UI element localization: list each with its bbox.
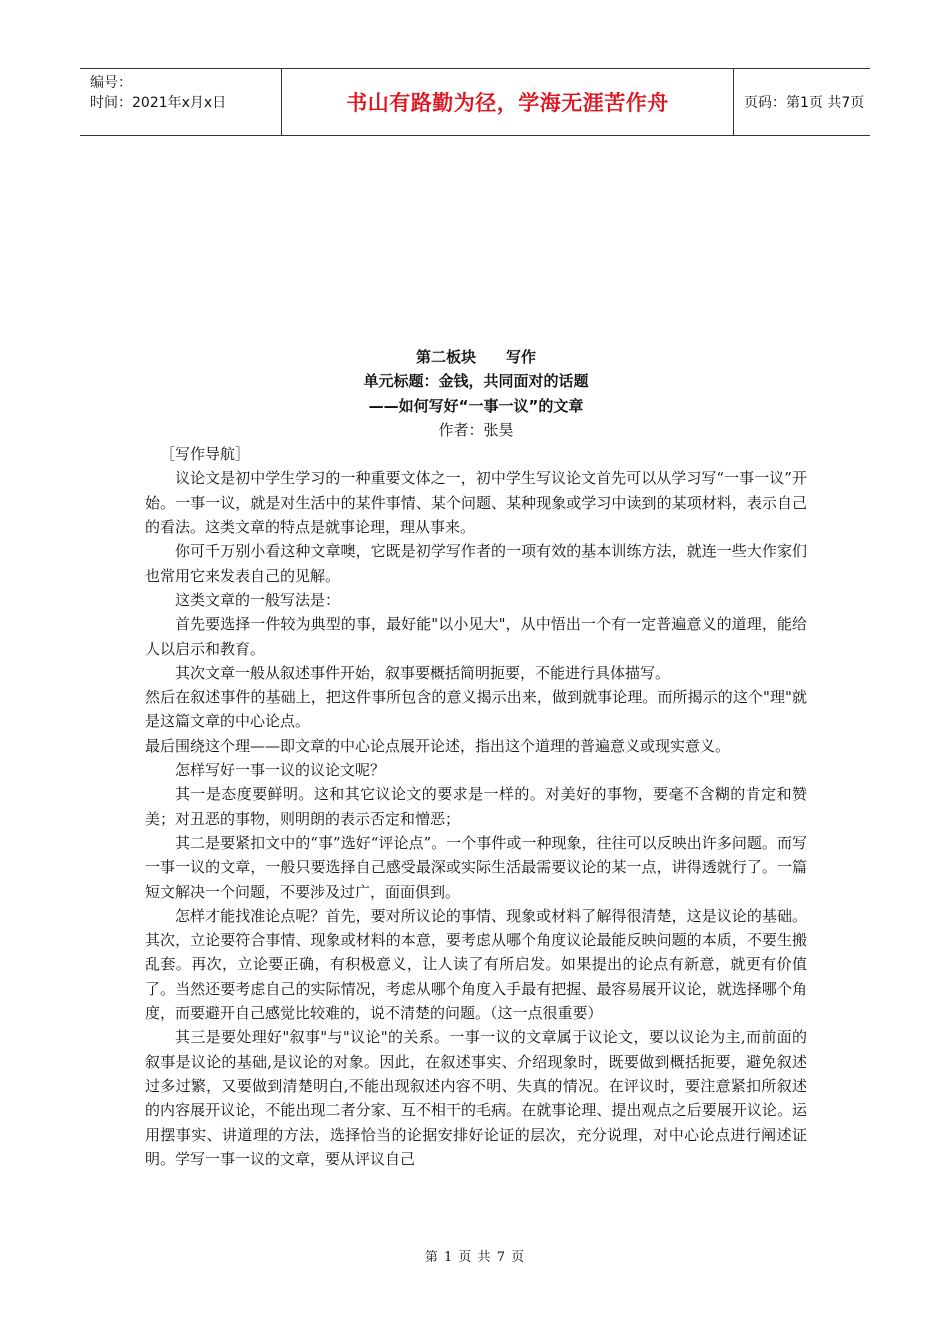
paragraph-10: 其二是要紧扣文中的“事”选好“评论点”。一个事件或一种现象，往往可以反映出许多问题。而写一事一议的文章，一般只要选择自己感受最深或实际生活最需要议论的某一点，讲得透就行了。一篇短文解决一个问题，不要涉及过广，面面俱到。 xyxy=(145,833,807,901)
page-footer: 第 1 页 共 7 页 xyxy=(424,1250,526,1265)
paragraph-5: 其次文章一般从叙述事件开始，叙事要概括简明扼要，不能进行具体描写。 xyxy=(175,663,671,682)
paragraph-2: 你可千万别小看这种文章噢，它既是初学写作者的一项有效的基本训练方法，就连一些大作家们也常用它来发表自己的见解。 xyxy=(145,542,807,585)
paragraph-3: 这类文章的一般写法是： xyxy=(175,590,341,609)
header-motto: 书山有路勤为径，学海无涯苦作舟 xyxy=(282,69,734,135)
header-page-info: 页码：第1页 共7页 xyxy=(744,95,865,111)
paragraph-4: 首先要选择一件较为典型的事，最好能"以小见大"，从中悟出一个有一定普遍意义的道理，能给人以启示和教育。 xyxy=(145,615,807,658)
paragraph-6: 然后在叙述事件的基础上，把这件事所包含的意义揭示出来，做到就事论理。而所揭示的这个"理"就是这篇文章的中心论点。 xyxy=(145,688,807,731)
paragraph-1: 议论文是初中学生学习的一种重要文体之一，初中学生写议论文首先可以从学习写“一事一议”开始。一事一议，就是对生活中的某件事情、某个问题、某种现象或学习中读到的某项材料，表示自己的看法。这类文章的特点是就事论理，理从事来。 xyxy=(145,469,807,537)
page-header xyxy=(80,68,870,136)
paragraph-7: 最后围绕这个理——即文章的中心论点展开论述，指出这个道理的普遍意义或现实意义。 xyxy=(145,736,731,755)
article-subtitle: ——如何写好“一事一议”的文章 xyxy=(368,396,584,415)
author-line: 作者：张昊 xyxy=(438,420,514,439)
document-body xyxy=(145,345,807,1171)
section-title: 第二板块 写作 xyxy=(415,348,536,366)
header-meta xyxy=(80,69,282,135)
writing-guide-label: ［写作导航］ xyxy=(160,445,251,464)
unit-title: 单元标题：金钱，共同面对的话题 xyxy=(363,372,589,391)
paragraph-9: 其一是态度要鲜明。这和其它议论文的要求是一样的。对美好的事物，要毫不含糊的肯定和赞美；对丑恶的事物，则明朗的表示否定和憎恶； xyxy=(145,785,807,828)
paragraph-8: 怎样写好一事一议的议论文呢？ xyxy=(175,761,386,780)
code-label: 编号： xyxy=(90,75,132,91)
paragraph-11: 怎样才能找准论点呢？首先，要对所议论的事情、现象或材料了解得很清楚，这是议论的基础。其次，立论要符合事情、现象或材料的本意，要考虑从哪个角度议论最能反映问题的本质，不要生搬乱套。再次，立论要正确，有积极意义，让人读了有所启发。如果提出的论点有新意，就更有价值了。当然还要考虑自己的实际情况，考虑从哪个角度入手最有把握、最容易展开议论，就选择哪个角度，而要避开自己感觉比较难的，说不清楚的问题。（这一点很重要） xyxy=(145,906,807,1023)
paragraph-12: 其三是要处理好"叙事"与"议论"的关系。一事一议的文章属于议论文，要以议论为主,而前面的叙事是议论的基础,是议论的对象。因此，在叙述事实、介绍现象时，既要做到概括扼要，避免叙述过多过繁，又要做到清楚明白,不能出现叙述内容不明、失真的情况。在评议时，要注意紧扣所叙述的内容展开议论，不能出现二者分家、互不相干的毛病。在就事论理、提出观点之后要展开议论。运用摆事实、讲道理的方法，选择恰当的论据安排好论证的层次，充分说理，对中心论点进行阐述证明。学写一事一议的文章，要从评议自己 xyxy=(145,1028,807,1168)
time-label: 时间：2021年x月x日 xyxy=(90,95,227,111)
